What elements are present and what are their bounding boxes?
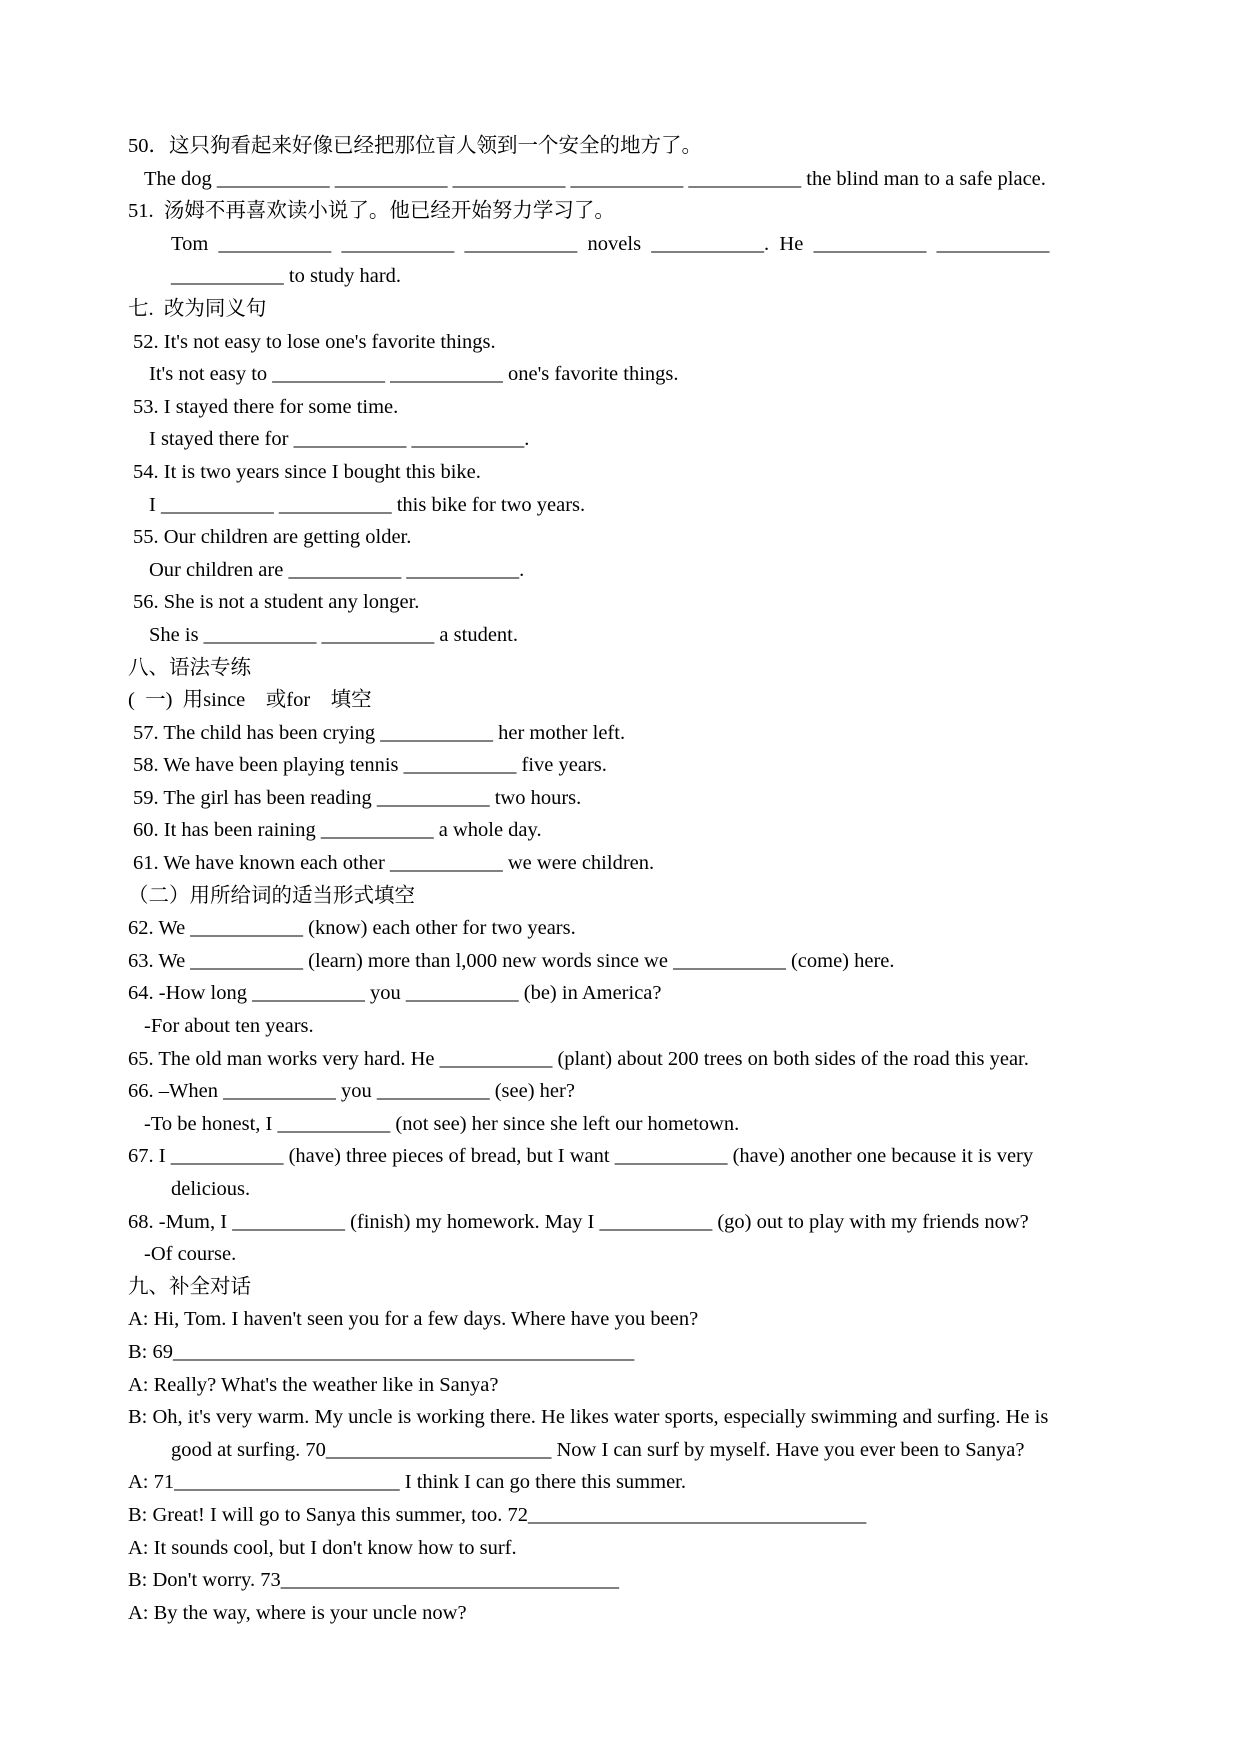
text-line: -For about ten years.	[144, 1015, 314, 1038]
text-line: A: Really? What's the weather like in Sanya?	[128, 1373, 499, 1396]
text-line: 56. She is not a student any longer.	[133, 591, 420, 614]
text-line: It's not easy to ___________ ___________ one's favorite things.	[149, 363, 679, 386]
text-line: 62. We ___________ (know) each other for two years.	[128, 917, 576, 940]
text-line: A: 71______________________ I think I can go there this summer.	[128, 1471, 686, 1494]
text-line: ___________ to study hard.	[171, 265, 402, 288]
text-line: B: Oh, it's very warm. My uncle is working there. He likes water sports, especially swimming and surfing. He is	[128, 1406, 1049, 1429]
text-line: 九、补全对话	[128, 1275, 251, 1298]
text-line: 66. –When ___________ you ___________ (see) her?	[128, 1080, 575, 1103]
text-line: The dog ___________ ___________ ___________ ___________ ___________ the blind man to a safe place.	[144, 167, 1046, 190]
text-line: I stayed there for ___________ ___________.	[149, 428, 530, 451]
text-line: （二）用所给词的适当形式填空	[128, 884, 415, 907]
text-line: good at surfing. 70______________________ Now I can surf by myself. Have you ever been to Sanya?	[171, 1438, 1025, 1461]
text-line: I ___________ ___________ this bike for two years.	[149, 493, 586, 516]
text-line: B: 69_____________________________________________	[128, 1340, 635, 1363]
text-line: 61. We have known each other ___________ we were children.	[133, 852, 655, 875]
text-line: Tom ___________ ___________ ___________ novels ___________. He ___________ ___________	[171, 232, 1050, 255]
worksheet-page	[128, 130, 1118, 1629]
text-line: B: Don't worry. 73_________________________________	[128, 1569, 619, 1592]
text-line: B: Great! I will go to Sanya this summer, too. 72_________________________________	[128, 1503, 867, 1526]
text-line: 58. We have been playing tennis ___________ five years.	[133, 754, 607, 777]
text-line: 63. We ___________ (learn) more than l,000 new words since we ___________ (come) here.	[128, 949, 895, 972]
text-line: 50．这只狗看起来好像已经把那位盲人领到一个安全的地方了。	[128, 135, 702, 157]
text-line: 52. It's not easy to lose one's favorite things.	[133, 330, 496, 353]
text-line: 七. 改为同义句	[128, 297, 267, 320]
text-line: 67. I ___________ (have) three pieces of bread, but I want ___________ (have) another one because it is very	[128, 1145, 1034, 1168]
text-line: 57. The child has been crying ___________ her mother left.	[133, 721, 626, 744]
text-line: 65. The old man works very hard. He ___________ (plant) about 200 trees on both sides of the road this year.	[128, 1047, 1029, 1070]
text-line: 55. Our children are getting older.	[133, 526, 412, 549]
text-line: She is ___________ ___________ a student.	[149, 623, 518, 646]
text-line: 68. -Mum, I ___________ (finish) my homework. May I ___________ (go) out to play with my friends now?	[128, 1210, 1029, 1233]
text-line: A: It sounds cool, but I don't know how to surf.	[128, 1536, 517, 1559]
text-line: 64. -How long ___________ you ___________ (be) in America?	[128, 982, 662, 1005]
text-line: -To be honest, I ___________ (not see) her since she left our hometown.	[144, 1112, 740, 1135]
text-line: -Of course.	[144, 1243, 237, 1266]
text-line: 60. It has been raining ___________ a whole day.	[133, 819, 542, 842]
text-line: A: By the way, where is your uncle now?	[128, 1601, 467, 1624]
text-line: 54. It is two years since I bought this bike.	[133, 460, 481, 483]
text-line: A: Hi, Tom. I haven't seen you for a few days. Where have you been?	[128, 1308, 699, 1331]
text-line: Our children are ___________ ___________.	[149, 558, 525, 581]
text-line: 八、语法专练	[128, 656, 251, 679]
text-line: ( 一) 用since 或for 填空	[128, 689, 372, 712]
text-line: 53. I stayed there for some time.	[133, 395, 399, 418]
text-line: 59. The girl has been reading ___________ two hours.	[133, 786, 582, 809]
text-line: 51. 汤姆不再喜欢读小说了。他已经开始努力学习了。	[128, 200, 615, 223]
text-line: delicious.	[171, 1178, 251, 1200]
